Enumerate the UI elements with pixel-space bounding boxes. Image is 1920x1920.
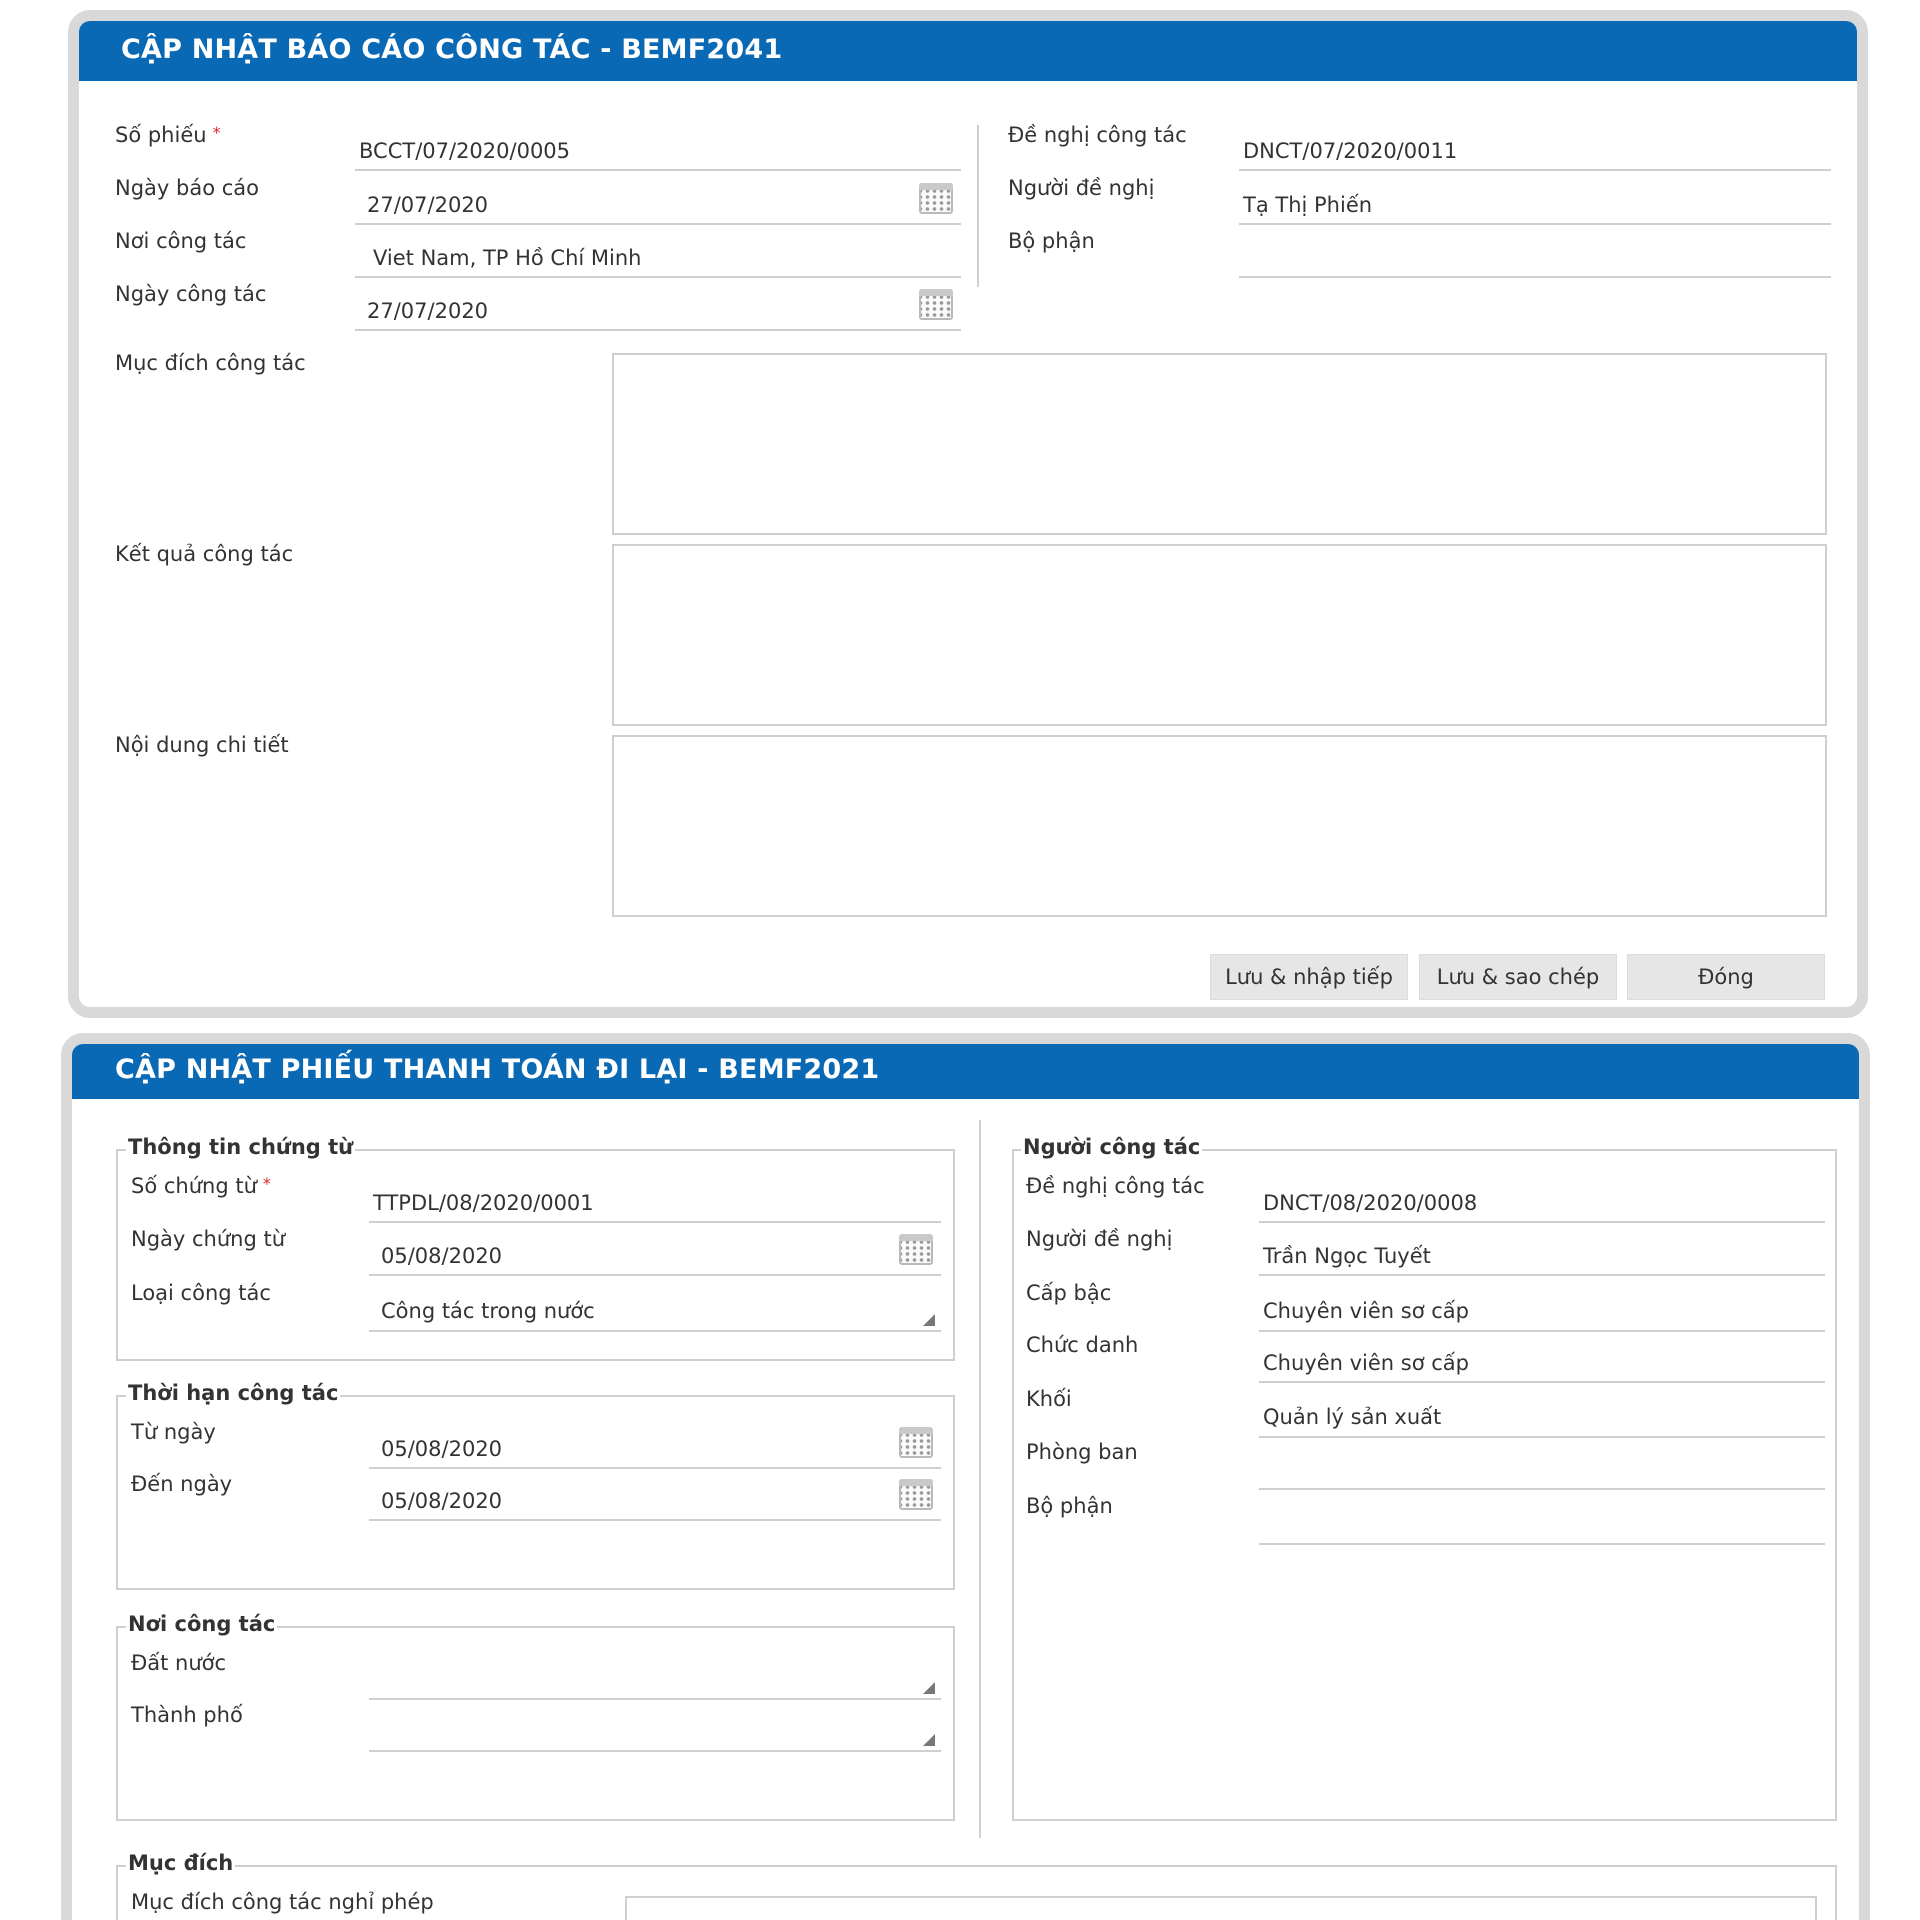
dat-nuoc-select[interactable] [369,1648,941,1700]
muc-dich-textarea[interactable] [612,353,1827,535]
khoi-value: Quản lý sản xuất [1263,1405,1442,1429]
pt-bo-phan-label: Bộ phận [1026,1494,1113,1518]
dat-nuoc-label: Đất nước [131,1651,227,1675]
loai-cong-tac-select[interactable] [369,1278,941,1332]
cap-bac-label: Cấp bậc [1026,1281,1112,1305]
ngay-chung-tu-label: Ngày chứng từ [131,1227,286,1251]
noi-cong-tac-value: Viet Nam, TP Hồ Chí Minh [373,246,642,270]
noi-dung-label: Nội dung chi tiết [115,733,289,757]
pt-de-nghi-cong-tac-input[interactable] [1259,1171,1825,1223]
ngay-cong-tac-label: Ngày công tác [115,282,267,306]
required-marker: * [262,1174,271,1193]
calendar-icon[interactable] [899,1234,933,1265]
so-chung-tu-input[interactable] [369,1171,941,1223]
loai-cong-tac-label: Loại công tác [131,1281,271,1305]
de-nghi-cong-tac-value: DNCT/07/2020/0011 [1243,139,1458,163]
ngay-cong-tac-value: 27/07/2020 [367,299,489,323]
purpose-legend: Mục đích [128,1851,234,1875]
ngay-chung-tu-value: 05/08/2020 [381,1244,503,1268]
khoi-input[interactable] [1259,1384,1825,1438]
cap-bac-value: Chuyên viên sơ cấp [1263,1299,1469,1323]
noi-dung-textarea[interactable] [612,735,1827,917]
thanh-pho-label: Thành phố [131,1703,243,1727]
pt-de-nghi-cong-tac-value: DNCT/08/2020/0008 [1263,1191,1478,1215]
muc-dich-nghi-phep-label: Mục đích công tác nghỉ phép [131,1890,434,1914]
khoi-label: Khối [1026,1387,1072,1411]
chuc-danh-value: Chuyên viên sơ cấp [1263,1351,1469,1375]
required-marker: * [212,123,221,142]
calendar-icon[interactable] [919,183,953,214]
save-copy-button[interactable]: Lưu & sao chép [1419,954,1617,1000]
de-nghi-cong-tac-label: Đề nghị công tác [1008,123,1187,147]
nguoi-de-nghi-input[interactable] [1239,173,1831,225]
loai-cong-tac-value: Công tác trong nước [381,1299,595,1323]
save-continue-button[interactable]: Lưu & nhập tiếp [1210,954,1408,1000]
pt-nguoi-de-nghi-label: Người đề nghị [1026,1227,1173,1251]
traveler-legend: Người công tác [1023,1135,1201,1159]
pt-nguoi-de-nghi-value: Trần Ngọc Tuyết [1263,1244,1431,1268]
ngay-cong-tac-input[interactable] [355,279,961,331]
column-divider [977,125,979,287]
phong-ban-label: Phòng ban [1026,1440,1138,1464]
report-form-title: CẬP NHẬT BÁO CÁO CÔNG TÁC - BEMF2041 [79,21,1857,81]
pt-nguoi-de-nghi-input[interactable] [1259,1224,1825,1276]
muc-dich-label: Mục đích công tác [115,351,306,375]
ngay-chung-tu-input[interactable] [369,1224,941,1276]
de-nghi-cong-tac-input[interactable] [1239,119,1831,171]
ngay-bao-cao-label: Ngày báo cáo [115,176,259,200]
nguoi-de-nghi-label: Người đề nghị [1008,176,1155,200]
close-button[interactable]: Đóng [1627,954,1825,1000]
dropdown-grip-icon[interactable] [923,1682,935,1694]
so-chung-tu-label: Số chứng từ [131,1174,257,1198]
tu-ngay-value: 05/08/2020 [381,1437,503,1461]
bo-phan-input[interactable] [1239,226,1831,278]
so-phieu-label: Số phiếu [115,123,207,147]
location-legend: Nơi công tác [128,1612,276,1636]
chuc-danh-input[interactable] [1259,1331,1825,1383]
pt-bo-phan-input[interactable] [1259,1491,1825,1545]
so-phieu-value: BCCT/07/2020/0005 [359,139,571,163]
noi-cong-tac-input[interactable] [355,226,961,278]
calendar-icon[interactable] [899,1427,933,1458]
phong-ban-input[interactable] [1259,1438,1825,1490]
calendar-icon[interactable] [899,1479,933,1510]
den-ngay-value: 05/08/2020 [381,1489,503,1513]
pt-de-nghi-cong-tac-label: Đề nghị công tác [1026,1174,1205,1198]
dropdown-grip-icon[interactable] [923,1314,935,1326]
chuc-danh-label: Chức danh [1026,1333,1139,1357]
thanh-pho-select[interactable] [369,1700,941,1752]
nguoi-de-nghi-value: Tạ Thị Phiến [1243,193,1373,217]
ngay-bao-cao-value: 27/07/2020 [367,193,489,217]
calendar-icon[interactable] [919,289,953,320]
muc-dich-nghi-phep-textarea[interactable] [625,1896,1817,1920]
den-ngay-label: Đến ngày [131,1472,233,1496]
report-form-panel [68,10,1868,1018]
payment-form-panel [61,1033,1870,1920]
ket-qua-label: Kết quả công tác [115,542,294,566]
cap-bac-input[interactable] [1259,1278,1825,1332]
so-chung-tu-value: TTPDL/08/2020/0001 [373,1191,594,1215]
tu-ngay-label: Từ ngày [131,1420,216,1444]
noi-cong-tac-label: Nơi công tác [115,229,247,253]
so-phieu-input[interactable] [355,119,961,171]
ket-qua-textarea[interactable] [612,544,1827,726]
den-ngay-input[interactable] [369,1469,941,1521]
column-divider [979,1120,981,1838]
ngay-bao-cao-input[interactable] [355,173,961,225]
duration-legend: Thời hạn công tác [128,1381,339,1405]
dropdown-grip-icon[interactable] [923,1734,935,1746]
tu-ngay-input[interactable] [369,1417,941,1469]
bo-phan-label: Bộ phận [1008,229,1095,253]
payment-form-title: CẬP NHẬT PHIẾU THANH TOÁN ĐI LẠI - BEMF2021 [72,1044,1859,1099]
voucher-info-legend: Thông tin chứng từ [128,1135,354,1159]
